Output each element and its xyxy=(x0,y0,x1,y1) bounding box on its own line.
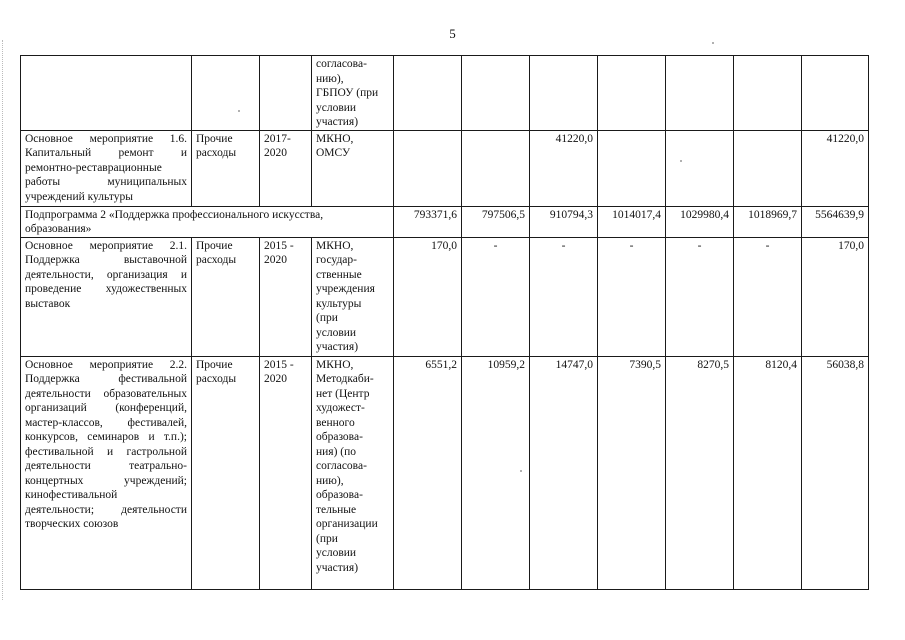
measure-name-cell: Основное мероприятие 2.1. Поддержка выставочной деятельности, организация и проведение художественных выставок xyxy=(21,237,192,356)
value-cell: 1014017,4 xyxy=(598,206,666,237)
scan-speck xyxy=(712,42,714,44)
value-cell xyxy=(530,56,598,131)
measure-name-cell xyxy=(21,56,192,131)
value-cell: 1018969,7 xyxy=(734,206,802,237)
value-cell: 6551,2 xyxy=(394,356,462,589)
period-cell: 2015 - 2020 xyxy=(260,356,312,589)
value-cell: - xyxy=(598,237,666,356)
value-cell: 8120,4 xyxy=(734,356,802,589)
value-cell: 5564639,9 xyxy=(802,206,869,237)
measure-name-cell: Основное мероприятие 2.2. Поддержка фестивальной деятельности образовательных организаций (конференций, мастер-классов, фестивалей, конкурсов, семинаров и т.п.); фестивальной и гастрольной деятельности театрально-концертных учреждений; кинофестивальной деятельности; деятельности творческих союзов xyxy=(21,356,192,589)
page-number: 5 xyxy=(449,26,456,41)
value-cell: 797506,5 xyxy=(462,206,530,237)
table-row xyxy=(21,237,869,356)
binding-margin-marks xyxy=(2,40,7,600)
value-cell xyxy=(598,56,666,131)
table-row xyxy=(21,356,869,589)
value-cell: 8270,5 xyxy=(666,356,734,589)
value-cell: - xyxy=(666,237,734,356)
period-cell: 2017- 2020 xyxy=(260,130,312,206)
value-cell: 56038,8 xyxy=(802,356,869,589)
value-cell xyxy=(394,130,462,206)
value-cell xyxy=(598,130,666,206)
measure-name-cell: Основное мероприятие 1.6. Капитальный ремонт и ремонтно-реставрационные работы муниципальных учреждений культуры xyxy=(21,130,192,206)
value-cell: 14747,0 xyxy=(530,356,598,589)
subprogram-title-cell: Подпрограмма 2 «Поддержка профессионального искусства, образования» xyxy=(21,206,394,237)
executor-cell: МКНО, Методкаби- нет (Центр художест- венного образова- ния) (по согласова- нию), образова- тельные организации (при условии участия) xyxy=(312,356,394,589)
value-cell xyxy=(734,130,802,206)
value-cell: 793371,6 xyxy=(394,206,462,237)
value-cell: - xyxy=(734,237,802,356)
value-cell: - xyxy=(462,237,530,356)
period-cell xyxy=(260,56,312,131)
value-cell: 170,0 xyxy=(802,237,869,356)
value-cell: 170,0 xyxy=(394,237,462,356)
value-cell xyxy=(666,130,734,206)
subprogram-row xyxy=(21,206,869,237)
table-row xyxy=(21,130,869,206)
executor-cell: МКНО, государ- ственные учреждения культуры (при условии участия) xyxy=(312,237,394,356)
value-cell xyxy=(802,56,869,131)
value-cell: 41220,0 xyxy=(802,130,869,206)
program-measures-table xyxy=(20,55,869,590)
value-cell xyxy=(666,56,734,131)
expense-type-cell: Прочие расходы xyxy=(192,130,260,206)
value-cell: 10959,2 xyxy=(462,356,530,589)
value-cell: 41220,0 xyxy=(530,130,598,206)
value-cell xyxy=(394,56,462,131)
value-cell: 7390,5 xyxy=(598,356,666,589)
executor-cell: согласова- нию), ГБПОУ (при условии участия) xyxy=(312,56,394,131)
table-row xyxy=(21,56,869,131)
value-cell: 1029980,4 xyxy=(666,206,734,237)
expense-type-cell xyxy=(192,56,260,131)
value-cell xyxy=(462,130,530,206)
value-cell xyxy=(734,56,802,131)
period-cell: 2015 - 2020 xyxy=(260,237,312,356)
value-cell xyxy=(462,56,530,131)
value-cell: - xyxy=(530,237,598,356)
value-cell: 910794,3 xyxy=(530,206,598,237)
executor-cell: МКНО, ОМСУ xyxy=(312,130,394,206)
expense-type-cell: Прочие расходы xyxy=(192,237,260,356)
expense-type-cell: Прочие расходы xyxy=(192,356,260,589)
